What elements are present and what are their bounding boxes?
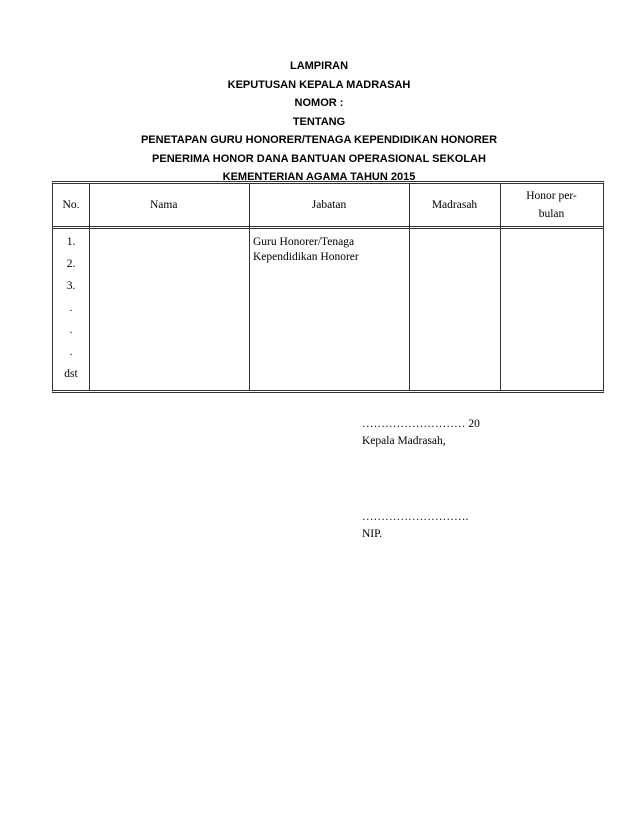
row-number: 1.	[66, 236, 76, 248]
number-column	[53, 231, 89, 385]
document-heading	[0, 57, 638, 187]
row-number: .	[69, 324, 73, 336]
row-number: .	[69, 302, 73, 314]
header-honor	[500, 184, 603, 226]
heading-lampiran: LAMPIRAN	[289, 60, 349, 72]
header-honor-line2: bulan	[538, 208, 565, 220]
heading-keputusan: KEPUTUSAN KEPALA MADRASAH	[227, 78, 411, 91]
header-madrasah: Madrasah	[431, 199, 478, 211]
heading-nomor: NOMOR :	[294, 97, 344, 109]
row-number: .	[69, 346, 73, 358]
heading-penerima: PENERIMA HONOR DANA BANTUAN OPERASIONAL SEKOLAH	[152, 152, 486, 165]
honor-table	[52, 181, 604, 393]
jabatan-cell: Guru Honorer/Tenaga Kependidikan Honorer	[253, 236, 359, 263]
heading-penetapan: PENETAPAN GURU HONORER/TENAGA KEPENDIDIKAN HONORER	[140, 134, 498, 146]
signature-nip: NIP.	[362, 528, 383, 540]
header-jabatan: Jabatan	[311, 199, 347, 211]
heading-tentang: TENTANG	[292, 115, 346, 128]
header-no: No.	[62, 199, 80, 211]
row-number: 2.	[66, 258, 76, 270]
signature-title: Kepala Madrasah,	[362, 435, 446, 447]
header-nama: Nama	[150, 199, 178, 211]
signature-date: ……………………… 20	[362, 418, 480, 430]
signature-name-line: ……………………….	[362, 511, 469, 523]
heading-kementerian: KEMENTERIAN AGAMA TAHUN 2015	[222, 171, 416, 183]
header-divider	[53, 226, 603, 229]
row-number: dst	[64, 368, 78, 380]
header-honor-line1: Honor per-	[526, 190, 577, 202]
row-number: 3.	[66, 280, 76, 292]
